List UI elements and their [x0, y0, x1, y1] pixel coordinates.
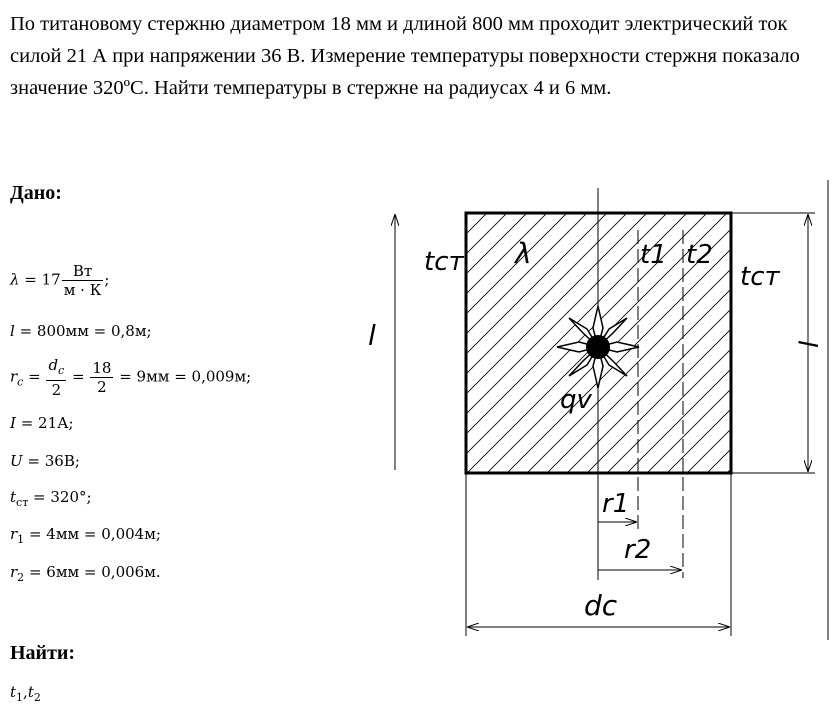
radius-den-1: 2 — [51, 381, 62, 399]
label-tct-right: tст — [740, 262, 780, 292]
lambda-tail: ; — [104, 270, 110, 289]
label-r1: r1 — [602, 489, 630, 519]
length-value: = 800мм = 0,8м; — [14, 322, 152, 340]
radius-eq: = — [23, 367, 46, 386]
find-t2-sub: 2 — [33, 691, 41, 704]
r2-value: = 6мм = 0,006м. — [24, 563, 161, 581]
given-heading: Дано: — [10, 182, 62, 204]
r1-sub: 1 — [17, 533, 25, 546]
temp-sub: ст — [16, 496, 29, 509]
label-t2: t2 — [686, 240, 713, 270]
label-r2: r2 — [624, 535, 652, 565]
label-qv: qv — [560, 385, 592, 415]
find-t1: t — [10, 683, 17, 701]
lambda-symbol: λ — [10, 270, 20, 289]
temp-value: = 320°; — [28, 488, 92, 506]
diam-sub: c — [58, 364, 65, 377]
radius-den-2: 2 — [97, 378, 107, 396]
lambda-unit-den: м · К — [63, 281, 102, 299]
radius-value: = 9мм = 0,009м; — [114, 367, 252, 386]
r1-value: = 4мм = 0,004м; — [24, 525, 161, 543]
voltage-value: = 36В; — [22, 452, 80, 470]
voltage-symbol: U — [10, 452, 23, 470]
lambda-unit-num: Вт — [62, 262, 104, 281]
r1-symbol: r — [10, 525, 18, 543]
radius-eq-2: = — [67, 367, 90, 386]
find-t1-sub: 1 — [16, 691, 24, 704]
length-symbol: l — [10, 322, 15, 340]
label-l-right: l — [795, 340, 825, 348]
radius-sub: c — [17, 375, 24, 389]
radius-num-2: 18 — [92, 359, 112, 377]
label-dc: dc — [584, 589, 618, 622]
find-sep: , — [23, 683, 28, 701]
label-tct-left: tст — [424, 247, 464, 277]
label-t1: t1 — [640, 240, 667, 270]
problem-statement: По титановому стержню диаметром 18 мм и длиной 800 мм проходит электрический ток силой 21 А при напряжении 36 В. Измерение температуры поверхности стержня показало значение 320ºС. Найти температуры в стержне на радиусах 4 и 6 мм. — [10, 13, 800, 99]
label-l-left: l — [368, 319, 376, 352]
find-heading: Найти: — [10, 642, 76, 664]
find-t2: t — [27, 683, 34, 701]
heat-source — [557, 306, 639, 388]
diam-symbol: d — [48, 356, 59, 374]
lambda-eq: = 17 — [19, 270, 61, 289]
r2-symbol: r — [10, 563, 18, 581]
heat-source-dot — [586, 335, 610, 359]
temp-symbol: t — [10, 488, 17, 506]
current-value: = 21А; — [15, 414, 74, 432]
r2-sub: 2 — [17, 571, 25, 584]
current-symbol: I — [10, 414, 16, 432]
radius-symbol: r — [10, 367, 18, 386]
label-lambda: λ — [515, 237, 532, 270]
